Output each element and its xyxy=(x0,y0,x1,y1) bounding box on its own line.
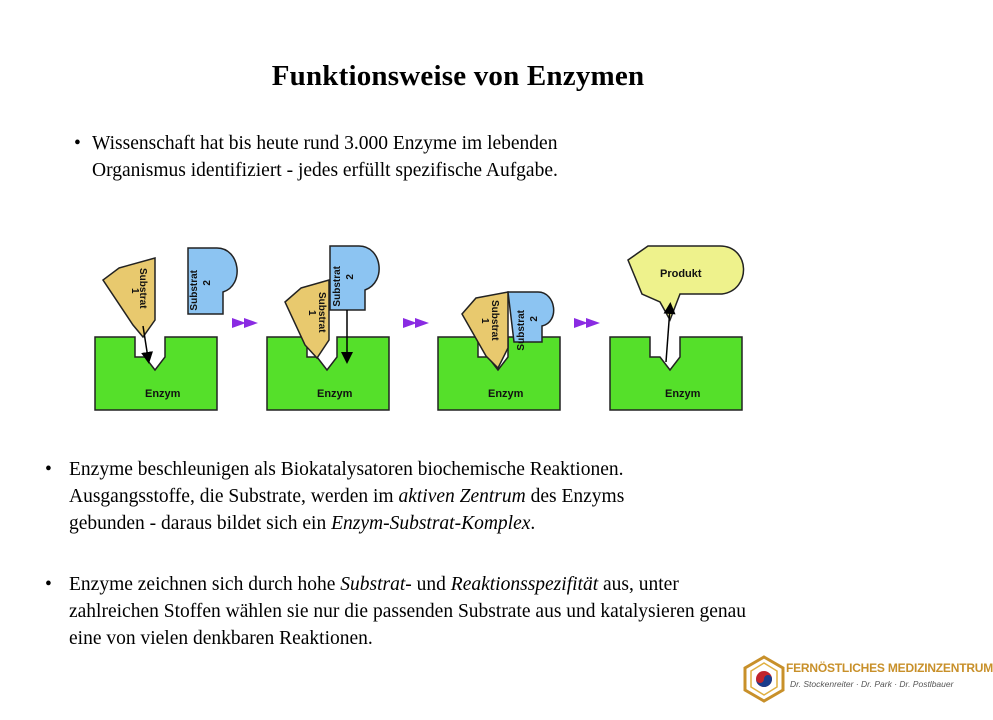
page-title: Funktionsweise von Enzymen xyxy=(271,60,645,92)
bullet3-line2: zahlreichen Stoffen wählen sie nur die passenden Substrate aus und katalysieren genau xyxy=(69,601,747,622)
substrate2-label-2: Substrat xyxy=(332,266,343,307)
enzyme-label-3: Enzym xyxy=(488,388,524,400)
stage-4 xyxy=(610,246,744,410)
enzyme-mechanism-diagram xyxy=(80,230,760,420)
step-arrow-3 xyxy=(574,318,600,328)
bullet-point-3 xyxy=(45,571,925,652)
bullet3-line1: Enzyme zeichnen sich durch hohe Substrat- und Reaktionsspezifität aus, unter xyxy=(69,574,679,595)
bullet1-line2: Organismus identifiziert - jedes erfüllt spezifische Aufgabe. xyxy=(92,160,558,181)
enzyme-label-1: Enzym xyxy=(145,388,181,400)
stage-3 xyxy=(438,292,560,410)
stage-1 xyxy=(95,248,237,410)
bullet-dot: • xyxy=(45,574,52,595)
bullet-dot: • xyxy=(74,133,81,154)
bullet-dot: • xyxy=(45,459,52,480)
step-arrow-1 xyxy=(232,318,258,328)
substrate1-num-2: 1 xyxy=(306,310,317,316)
substrate1-label-1: Substrat xyxy=(137,268,148,309)
clinic-logo xyxy=(742,655,993,705)
substrate2-num-3: 2 xyxy=(529,316,540,322)
product-label: Produkt xyxy=(660,268,702,280)
logo-title: FERNÖSTLICHES MEDIZINZENTRUM xyxy=(786,661,993,675)
substrate2-label-3: Substrat xyxy=(516,310,527,351)
substrate2-num-2: 2 xyxy=(345,274,356,280)
bullet-point-1 xyxy=(74,130,714,184)
substrate1-label-3: Substrat xyxy=(489,300,500,341)
bullet1-line1: Wissenschaft hat bis heute rund 3.000 Enzyme im lebenden xyxy=(92,133,558,154)
bullet-point-2 xyxy=(45,456,865,537)
bullet2-line2: Ausgangsstoffe, die Substrate, werden im aktiven Zentrum des Enzyms xyxy=(69,486,625,507)
substrate2-label-1: Substrat xyxy=(189,270,200,311)
substrate1-num-1: 1 xyxy=(129,288,140,294)
stage-2 xyxy=(267,246,389,410)
product-shape xyxy=(628,246,744,320)
step-arrow-2 xyxy=(403,318,429,328)
enzyme-label-2: Enzym xyxy=(317,388,353,400)
bullet2-line3: gebunden - daraus bildet sich ein Enzym-Substrat-Komplex. xyxy=(69,513,536,534)
logo-subtitle: Dr. Stockenreiter · Dr. Park · Dr. Postlbauer xyxy=(790,679,954,689)
bullet2-line1: Enzyme beschleunigen als Biokatalysatoren biochemische Reaktionen. xyxy=(69,459,624,480)
bullet3-line3: eine von vielen denkbaren Reaktionen. xyxy=(69,628,373,649)
substrate1-num-3: 1 xyxy=(479,318,490,324)
substrate1-label-2: Substrat xyxy=(316,292,327,333)
enzyme-label-4: Enzym xyxy=(665,388,701,400)
hexagon-emblem-icon xyxy=(742,655,786,703)
substrate2-num-1: 2 xyxy=(202,280,213,286)
